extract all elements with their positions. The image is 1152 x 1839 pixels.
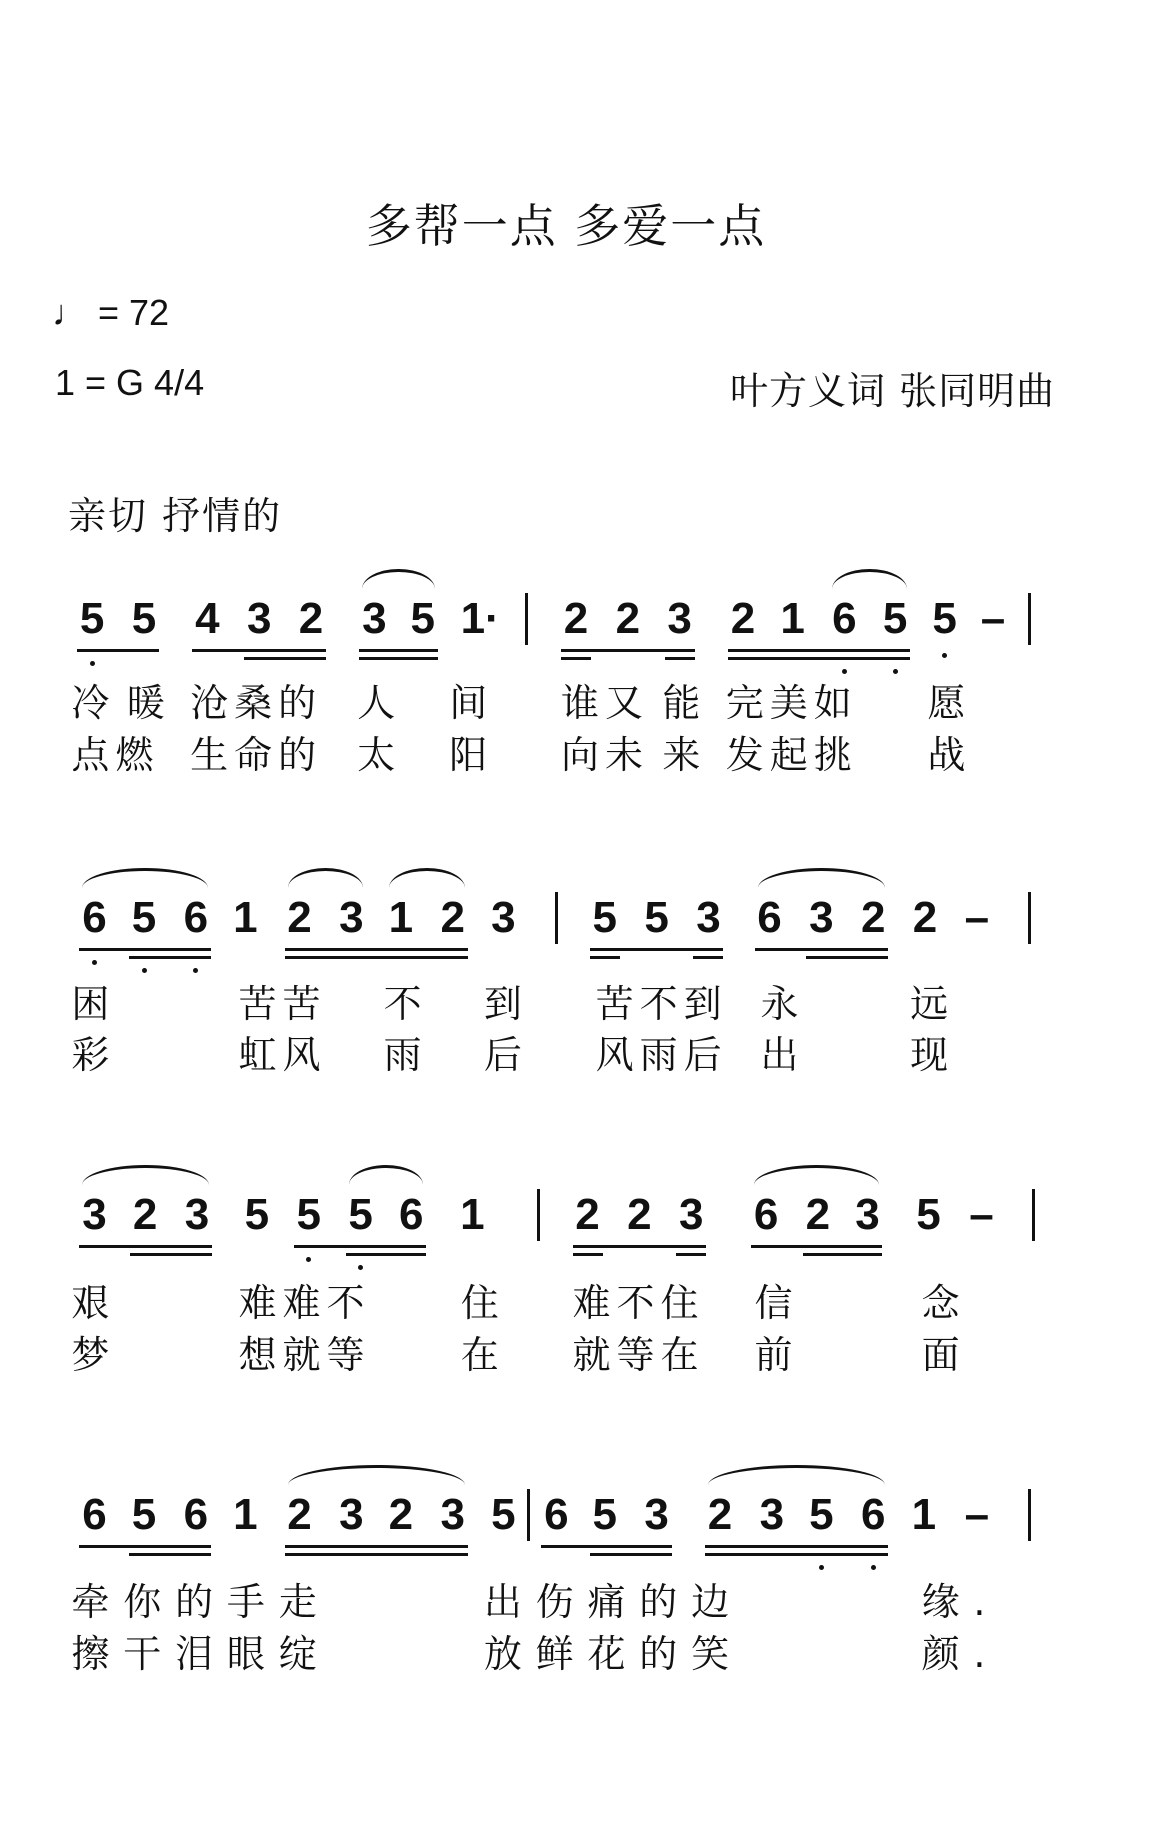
low-octave-dot (90, 661, 95, 666)
beam-underline (244, 657, 326, 660)
beam-underline (806, 956, 888, 959)
lyric-verse1: 缘. (921, 1579, 1000, 1624)
note: 4 (195, 593, 220, 643)
note: 2 (575, 1190, 600, 1240)
lyric-verse2: 虹风 (238, 1032, 327, 1077)
note: 6 (183, 1489, 209, 1539)
lyric-verse1: 愿 (927, 681, 972, 726)
lyric-verse1: 不 (383, 981, 428, 1026)
note: 6 (753, 1190, 779, 1240)
lyric-verse2: 放鲜花的笑 (483, 1631, 743, 1676)
slur (288, 1465, 465, 1485)
low-octave-dot (842, 669, 847, 674)
slur (349, 1165, 424, 1185)
note: 2 (132, 1190, 158, 1240)
note: 5 (348, 1190, 373, 1240)
slur (754, 1165, 879, 1185)
beam-underline (130, 1253, 212, 1256)
note: 3 (759, 1489, 785, 1539)
barline (525, 593, 528, 645)
note: 5 (131, 1489, 157, 1539)
slur (708, 1465, 885, 1485)
beam-underline (285, 956, 468, 959)
barline (1028, 593, 1031, 645)
note: 2 (730, 593, 756, 643)
note: 6 (757, 893, 782, 943)
beam-underline (359, 657, 437, 660)
slur (82, 1165, 209, 1185)
lyric-verse2: 战 (927, 733, 972, 778)
note: 3 (184, 1190, 210, 1240)
lyric-verse1: 难不住 (572, 1281, 705, 1326)
note: 5 (131, 893, 157, 943)
note: 5 (644, 893, 669, 943)
low-octave-dot (871, 1565, 876, 1570)
lyric-verse2: 来 (662, 733, 707, 778)
low-octave-dot (942, 653, 947, 658)
note: 3 (678, 1190, 704, 1240)
note: 3 (696, 893, 721, 943)
low-octave-dot (358, 1265, 363, 1270)
credits: 叶方义词 张同明曲 (730, 369, 1056, 413)
lyric-verse2: 就等在 (572, 1333, 705, 1378)
lyric-verse2: 颜. (921, 1631, 1000, 1676)
note: 5 (809, 1489, 834, 1539)
note: 2 (388, 1489, 414, 1539)
lyric-verse2: 发起挑 (725, 733, 858, 778)
lyric-verse1: 谁又 (561, 681, 650, 726)
note: 5 (79, 593, 105, 643)
lyric-verse1: 困 (71, 981, 116, 1026)
note: 3 (362, 593, 387, 643)
beam-underline (285, 948, 468, 951)
lyric-verse1: 牵你的手走 (71, 1579, 331, 1624)
lyric-verse2: 阳 (449, 733, 494, 778)
slur (389, 868, 465, 888)
beam-underline (285, 1553, 468, 1556)
beam-underline (728, 649, 910, 652)
lyric-verse2: 雨 (383, 1032, 428, 1077)
note: 1 (460, 1190, 485, 1240)
note: 3 (339, 1489, 364, 1539)
beam-underline (129, 956, 211, 959)
note: 5 (244, 1190, 270, 1240)
lyric-verse1: 信 (754, 1281, 799, 1326)
note: 1 (780, 593, 805, 643)
beam-underline (590, 948, 724, 951)
low-octave-dot (819, 1565, 824, 1570)
beam-underline (676, 1253, 706, 1256)
lyric-verse1: 出伤痛的边 (483, 1579, 743, 1624)
beam-underline (573, 1253, 603, 1256)
expression-marking: 亲切 抒情的 (68, 494, 283, 538)
beam-underline (346, 1253, 427, 1256)
beam-underline (294, 1245, 427, 1248)
beam-underline (285, 1545, 468, 1548)
beam-underline (803, 1253, 883, 1256)
lyric-verse1: 暖 (126, 681, 171, 726)
beam-underline (728, 657, 910, 660)
slur (362, 569, 434, 589)
note: 6 (832, 593, 857, 643)
note: 2 (912, 893, 938, 943)
note: 6 (399, 1190, 424, 1240)
song-title: 多帮一点 多爱一点 (365, 199, 767, 253)
note: 6 (82, 1489, 107, 1539)
note: 2 (298, 593, 324, 643)
note: 2 (627, 1190, 652, 1240)
beam-underline (665, 657, 695, 660)
beam-underline (590, 1553, 672, 1556)
key-signature: 1 = G 4/4 (55, 362, 205, 403)
note: 2 (615, 593, 641, 643)
lyric-verse2: 出 (760, 1032, 805, 1077)
barline (527, 1489, 530, 1541)
beam-underline (590, 956, 620, 959)
beam-underline (573, 1245, 707, 1248)
lyric-verse2: 想就等 (238, 1333, 371, 1378)
sustain-dash: – (964, 893, 990, 943)
note: 1 (911, 1489, 937, 1539)
lyric-verse1: 艰 (71, 1281, 116, 1326)
lyric-verse1: 远 (910, 981, 955, 1026)
lyric-verse1: 苦不到 (595, 981, 728, 1026)
beam-underline (705, 1553, 888, 1556)
slur (832, 569, 907, 589)
note: 6 (82, 893, 107, 943)
lyric-verse1: 间 (449, 681, 494, 726)
lyric-verse1: 能 (662, 681, 707, 726)
sustain-dash: – (964, 1489, 990, 1539)
beam-underline (541, 1545, 671, 1548)
note: 5 (410, 593, 436, 643)
lyric-verse2: 擦干泪眼绽 (71, 1631, 331, 1676)
beam-underline (129, 1553, 211, 1556)
beam-underline (751, 1245, 882, 1248)
lyric-verse1: 冷 (71, 681, 116, 726)
note: 6 (544, 1489, 569, 1539)
note: 1· (460, 593, 500, 643)
lyric-verse1: 沧桑的 (190, 681, 323, 726)
slur (82, 868, 207, 888)
note: 3 (339, 893, 364, 943)
note: 3 (644, 1489, 669, 1539)
beam-underline (693, 956, 723, 959)
note: 3 (667, 593, 692, 643)
lyric-verse1: 住 (460, 1281, 505, 1326)
note: 2 (563, 593, 589, 643)
lyric-verse1: 完美如 (725, 681, 858, 726)
lyric-verse1: 苦苦 (238, 981, 327, 1026)
lyric-verse2: 前 (754, 1333, 799, 1378)
barline (1032, 1189, 1035, 1241)
lyric-verse2: 生命的 (190, 733, 323, 778)
lyric-verse2: 太 (357, 733, 402, 778)
note: 6 (860, 1489, 886, 1539)
barline (537, 1189, 540, 1241)
sustain-dash: – (980, 593, 1006, 643)
low-octave-dot (306, 1257, 311, 1262)
slur (758, 868, 886, 888)
lyric-verse1: 人 (357, 681, 402, 726)
note: 5 (131, 593, 157, 643)
note: 2 (707, 1489, 733, 1539)
low-octave-dot (92, 960, 97, 965)
beam-underline (192, 649, 326, 652)
barline (1028, 1489, 1031, 1541)
lyric-verse1: 难难不 (238, 1281, 371, 1326)
note: 5 (932, 593, 957, 643)
low-octave-dot (142, 968, 147, 973)
lyric-verse1: 永 (760, 981, 805, 1026)
slur (288, 868, 364, 888)
barline (555, 892, 558, 944)
note: 5 (916, 1190, 941, 1240)
lyric-verse2: 后 (483, 1032, 528, 1077)
beam-underline (77, 649, 159, 652)
note: 1 (388, 893, 414, 943)
tempo-marking: ♩ = 72 (52, 292, 170, 333)
lyric-verse2: 点燃 (71, 733, 160, 778)
lyric-verse1: 念 (921, 1281, 966, 1326)
beam-underline (561, 657, 591, 660)
note: 3 (855, 1190, 880, 1240)
note: 1 (233, 1489, 258, 1539)
lyric-verse2: 现 (910, 1032, 955, 1077)
low-octave-dot (193, 968, 198, 973)
note: 1 (233, 893, 258, 943)
note: 5 (592, 893, 618, 943)
note: 6 (183, 893, 209, 943)
note: 3 (82, 1190, 107, 1240)
beam-underline (79, 1245, 212, 1248)
note: 2 (440, 893, 465, 943)
lyric-verse2: 风雨后 (595, 1032, 728, 1077)
low-octave-dot (893, 669, 898, 674)
beam-underline (561, 649, 695, 652)
lyric-verse1: 到 (483, 981, 528, 1026)
note: 2 (287, 893, 312, 943)
note: 3 (809, 893, 834, 943)
beam-underline (79, 948, 210, 951)
note: 5 (296, 1190, 321, 1240)
sustain-dash: – (969, 1190, 994, 1240)
note: 5 (491, 1489, 516, 1539)
lyric-verse2: 向未 (561, 733, 650, 778)
barline (1028, 892, 1031, 944)
note: 3 (491, 893, 516, 943)
lyric-verse2: 梦 (71, 1333, 116, 1378)
beam-underline (359, 649, 437, 652)
note: 3 (246, 593, 272, 643)
note: 5 (592, 1489, 618, 1539)
note: 2 (287, 1489, 312, 1539)
note: 3 (440, 1489, 465, 1539)
lyric-verse2: 面 (921, 1333, 966, 1378)
beam-underline (755, 948, 889, 951)
note: 5 (882, 593, 908, 643)
lyric-verse2: 在 (460, 1333, 505, 1378)
beam-underline (705, 1545, 888, 1548)
beam-underline (79, 1545, 210, 1548)
note: 2 (860, 893, 886, 943)
note: 2 (805, 1190, 831, 1240)
lyric-verse2: 彩 (71, 1032, 116, 1077)
